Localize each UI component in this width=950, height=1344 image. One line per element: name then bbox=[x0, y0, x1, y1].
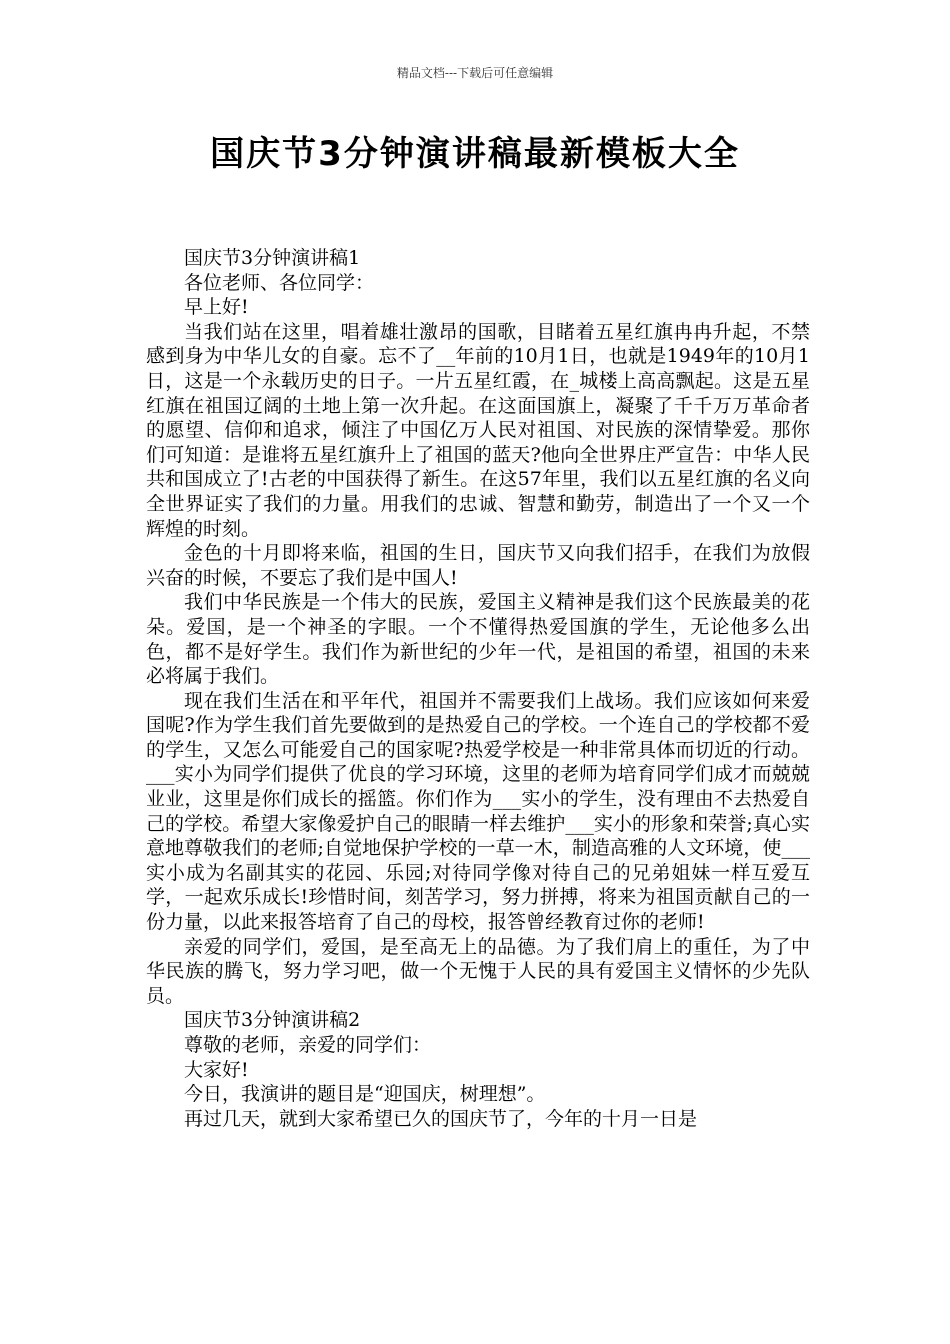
body-paragraph: 我们中华民族是一个伟大的民族，爱国主义精神是我们这个民族最美的花朵。爱国，是一个神圣的字眼。一个不懂得热爱国旗的学生，无论他多么出色，都不是好学生。我们作为新世纪的少年一代，是祖国的希望，祖国的未来必将属于我们。 bbox=[146, 591, 810, 688]
section-heading-1: 国庆节3分钟演讲稿1 bbox=[184, 247, 361, 269]
section-heading-2: 国庆节3分钟演讲稿2 bbox=[184, 1009, 361, 1032]
greeting: 大家好! bbox=[184, 1058, 249, 1081]
header-note: 精品文档---下载后可任意编辑 bbox=[396, 66, 554, 80]
greeting: 早上好! bbox=[184, 296, 249, 319]
body-paragraph: 再过几天，就到大家希望已久的国庆节了，今年的十月一日是 bbox=[184, 1107, 698, 1130]
body-paragraph: 亲爱的同学们，爱国，是至高无上的品德。为了我们肩上的重任，为了中华民族的腾飞，努力学习吧，做一个无愧于人民的具有爱国主义情怀的少先队员。 bbox=[146, 935, 810, 1007]
body-paragraph: 金色的十月即将来临，祖国的生日，国庆节又向我们招手，在我们为放假兴奋的时候，不要忘了我们是中国人! bbox=[146, 542, 810, 589]
document-title: 国庆节3分钟演讲稿最新模板大全 bbox=[210, 134, 740, 174]
salutation: 尊敬的老师，亲爱的同学们： bbox=[184, 1034, 432, 1056]
body-paragraph: 现在我们生活在和平年代，祖国并不需要我们上战场。我们应该如何来爱国呢?作为学生我们首先要做到的是热爱自己的学校。一个连自己的学校都不爱的学生，又怎么可能爱自己的国家呢?热爱学校是一种非常具体而切近的行动。___实小为同学们提供了优良的学习环境，这里的老师为培育同学们成才而兢兢业业，这里是你们成长的摇篮。你们作为___实小的学生，没有理由不去热爱自己的学校。希望大家像爱护自己的眼睛一样去维护___实小的形象和荣誉;真心实意地尊敬我们的老师;自觉地保护学校的一草一木，制造高雅的人文环境，使___实小成为名副其实的花园、乐园;对待同学像对待自己的兄弟姐妹一样互爱互学，一起欢乐成长!珍惜时间，刻苦学习，努力拼搏，将来为祖国贡献自己的一份力量，以此来报答培育了自己的母校，报答曾经教育过你的老师! bbox=[146, 689, 810, 934]
document-body bbox=[146, 246, 810, 1131]
salutation: 各位老师、各位同学： bbox=[184, 271, 375, 294]
body-paragraph: 今日，我演讲的题目是“迎国庆，树理想”。 bbox=[184, 1083, 546, 1106]
body-paragraph: 当我们站在这里，唱着雄壮激昂的国歌，目睹着五星红旗冉冉升起，不禁感到身为中华儿女的自豪。忘不了__年前的10月1日，也就是1949年的10月1日，这是一个永载历史的日子。一片五星红霞，在_城楼上高高飘起。这是五星红旗在祖国辽阔的土地上第一次升起。在这面国旗上，凝聚了千千万万革命者的愿望、信仰和追求，倾注了中国亿万人民对祖国、对民族的深情挚爱。那你们可知道：是谁将五星红旗升上了祖国的蓝天?他向全世界庄严宣告：中华人民共和国成立了!古老的中国获得了新生。在这57年里，我们以五星红旗的名义向全世界证实了我们的力量。用我们的忠诚、智慧和勤劳，制造出了一个又一个辉煌的时刻。 bbox=[146, 320, 810, 540]
